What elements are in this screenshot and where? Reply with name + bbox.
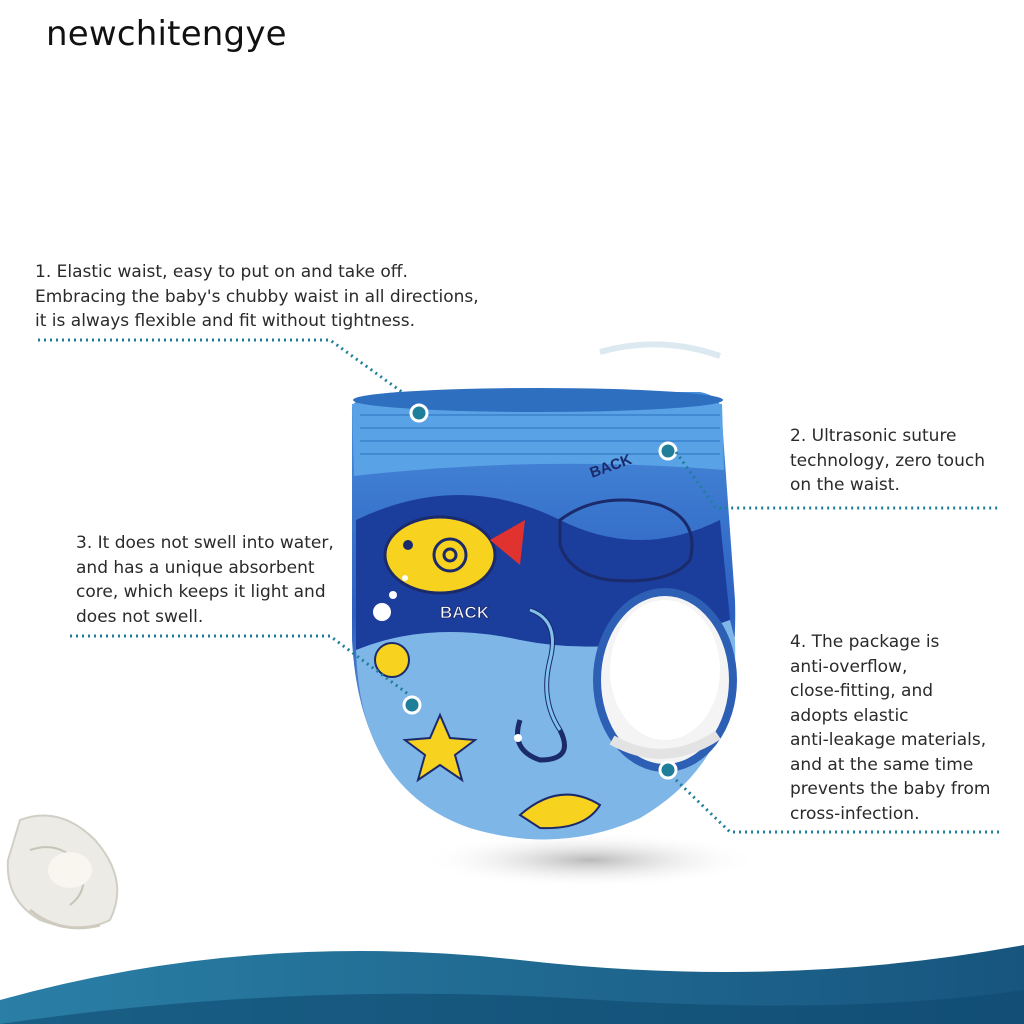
swoosh-decoration: [600, 344, 720, 356]
marker-3: [404, 697, 420, 713]
callout-elastic-waist: 1. Elastic waist, easy to put on and take off. Embracing the baby's chubby waist in all directions, it is always flexible and fit without tightness.: [35, 262, 479, 331]
callout-no-swell: 3. It does not swell into water, and has a unique absorbent core, which keeps it light and does not swell.: [76, 533, 334, 627]
spiral-shell: [375, 643, 409, 677]
seashell-decoration: [8, 816, 118, 928]
marker-4: [660, 762, 676, 778]
callout-anti-overflow: 4. The package is anti-overflow, close-fitting, and adopts elastic anti-leakage materials, and at the same time prevents the baby from cross-infection.: [790, 632, 991, 824]
brand-watermark: newchitengye: [46, 14, 287, 54]
callout-ultrasonic-suture: 2. Ultrasonic suture technology, zero touch on the waist.: [790, 426, 985, 495]
marker-2: [660, 443, 676, 459]
floor-shadow: [420, 832, 760, 888]
marker-1: [411, 405, 427, 421]
waist-opening: [353, 388, 723, 412]
leader-1: [38, 340, 402, 392]
back-label-front: BACK: [440, 603, 490, 622]
back-label-top: BACK: [587, 450, 635, 482]
